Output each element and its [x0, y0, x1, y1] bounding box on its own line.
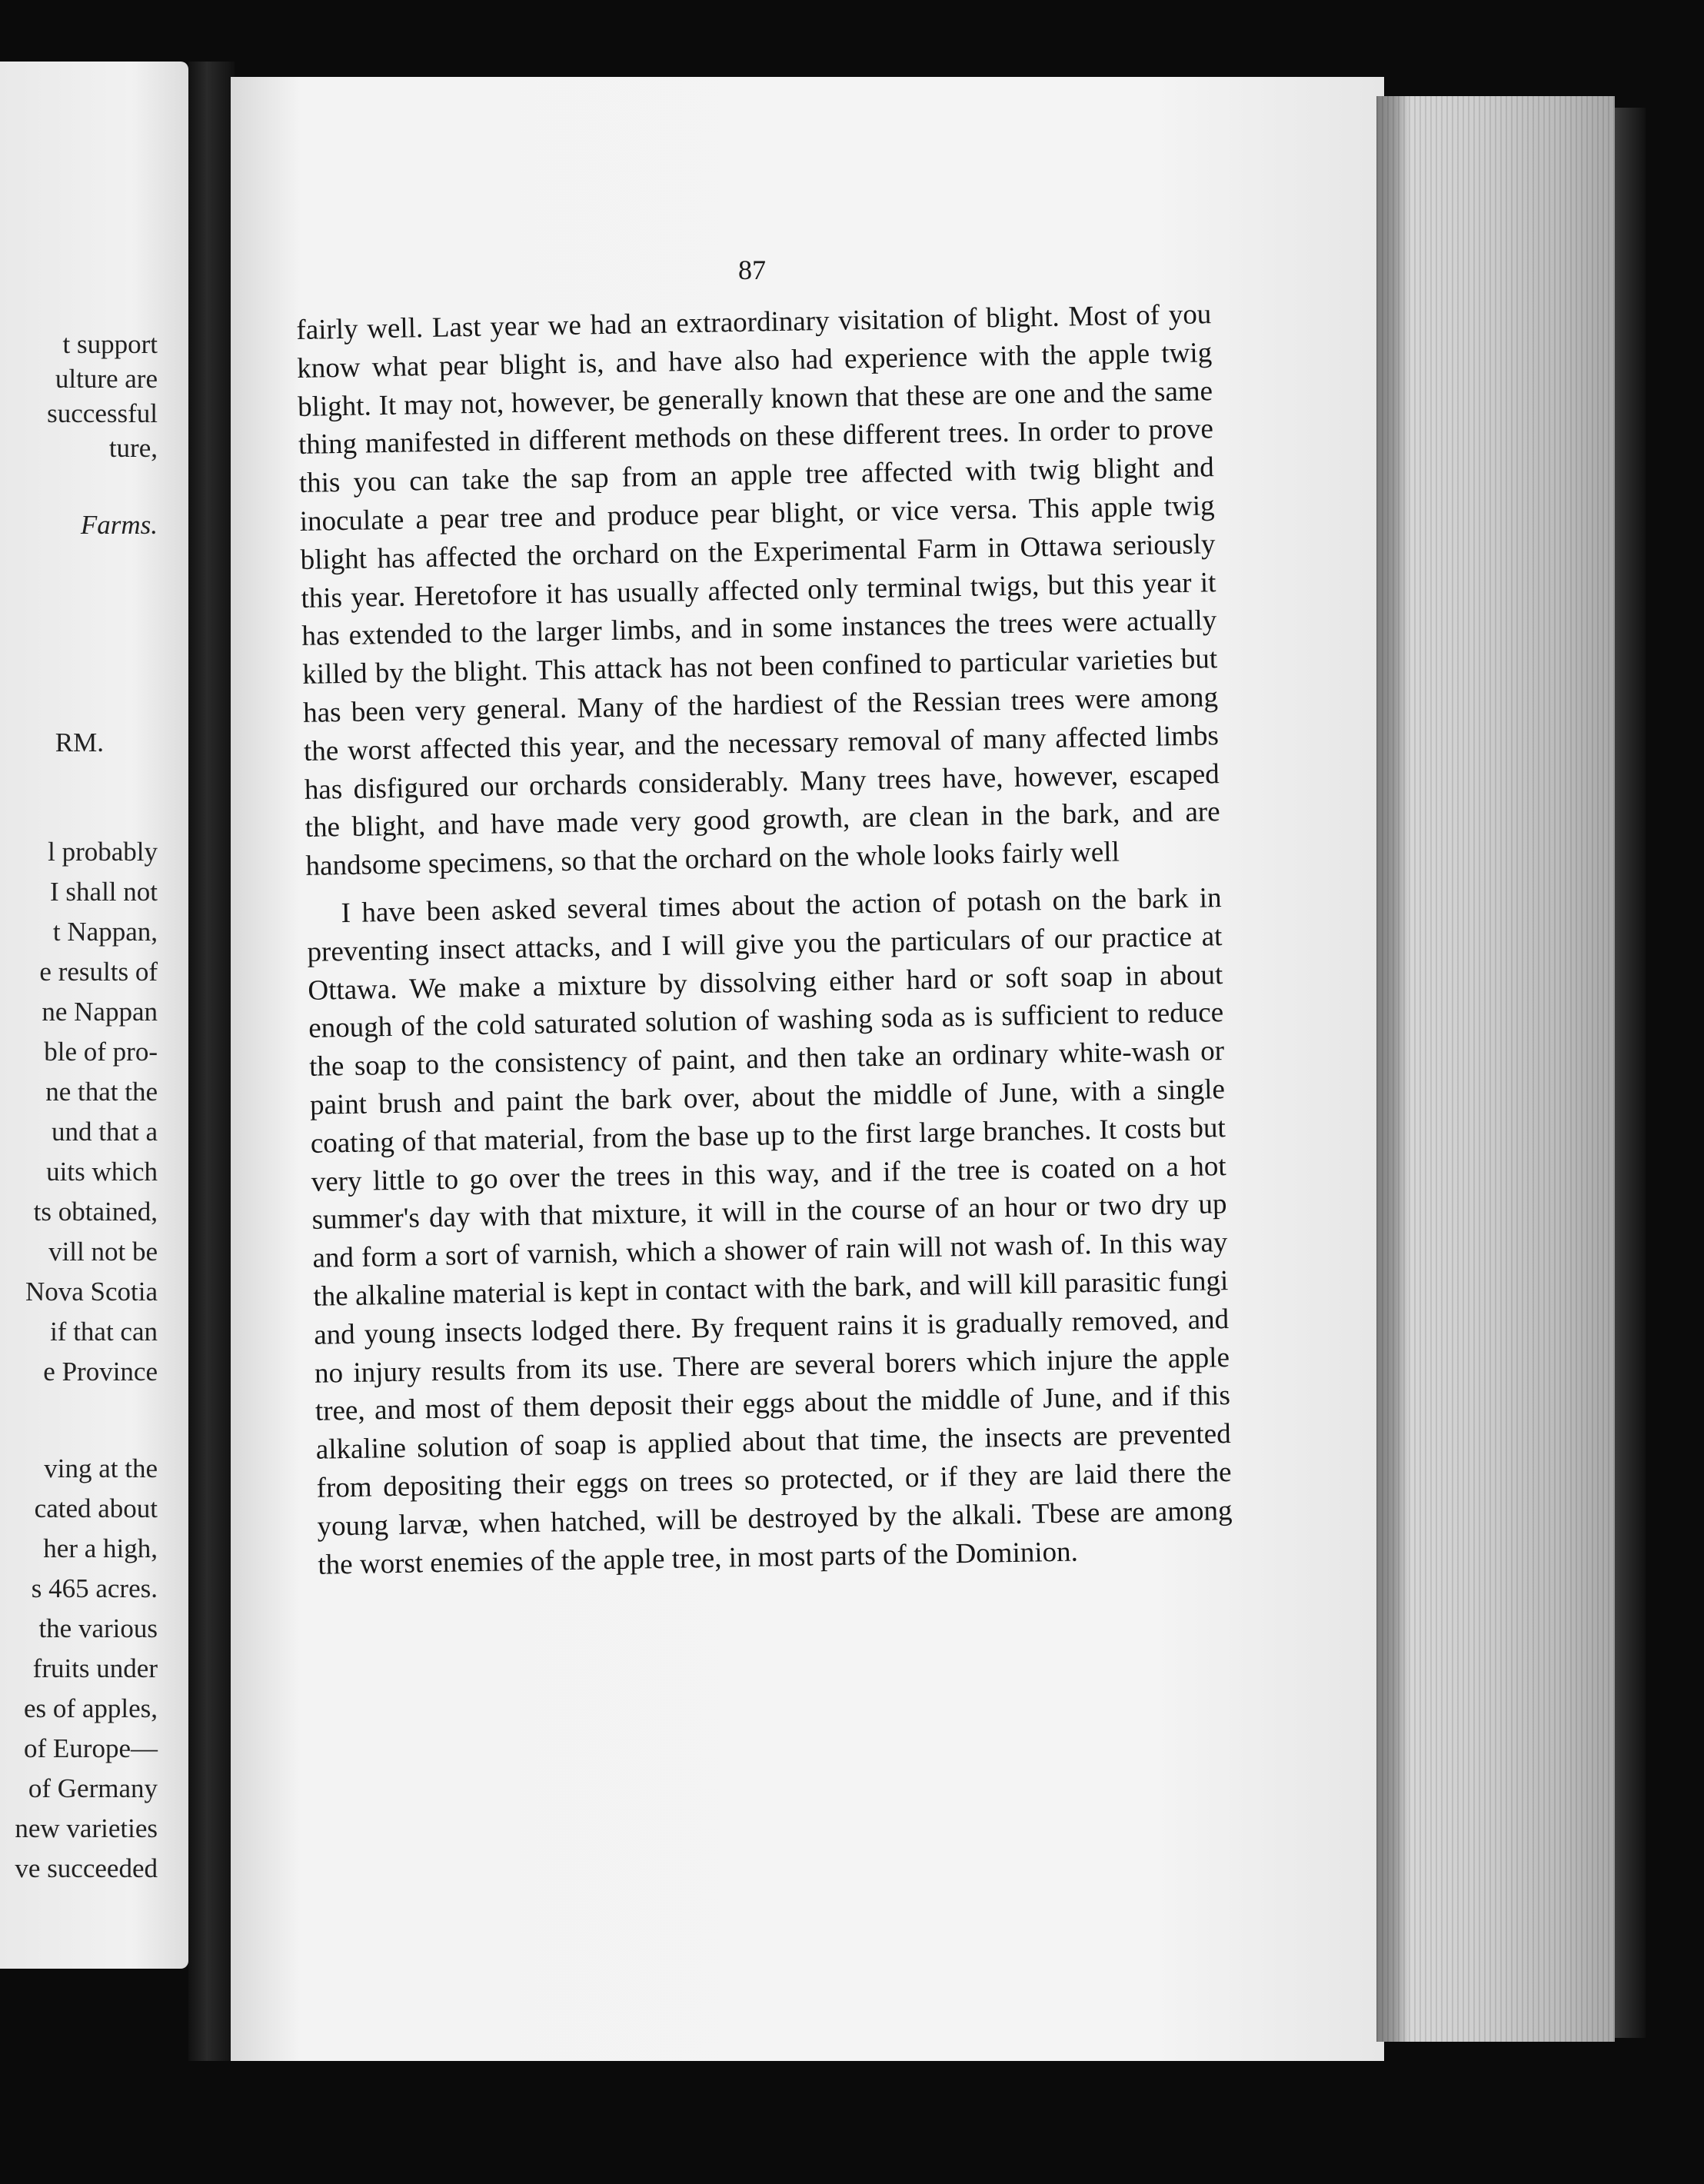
- left-line: es of apples,: [24, 1693, 158, 1723]
- left-line: the various: [38, 1613, 158, 1643]
- left-line: Nova Scotia: [25, 1277, 158, 1307]
- book-gutter-shadow: [188, 62, 235, 2061]
- left-line: if that can: [50, 1317, 158, 1347]
- left-line: ne Nappan: [42, 997, 158, 1027]
- left-line: e Province: [43, 1357, 158, 1387]
- left-line: I shall not: [50, 877, 158, 907]
- left-line: successful: [47, 398, 158, 428]
- left-line: ve succeeded: [15, 1853, 158, 1883]
- paragraph-blight: fairly well. Last year we had an extraordinary visitation of blight. Most of you know what pear blight is, and have also had experience with the apple twig blight. It may not, however, be generally known that these are one and the same thing manifested in different methods on these different trees. In order to prove this you can take the sap from an apple tree affected with twig blight and inoculate a pear tree and produce pear blight, or vice versa. This apple twig blight has affected the orchard on the Experimental Farm in Ottawa seriously this year. Heretofore it has usually affected only terminal twigs, but this year it has extended to the larger limbs, and in some instances the trees were actually killed by the blight. This attack has not been confined to particular varieties but has been very general. Many of the hardiest of the Ressian trees were among the worst affected this year, and the necessary removal of many affected limbs has disfigured our orchards considerably. Many trees have, however, escaped the blight, and have made very good growth, are clean in the bark, and are handsome specimens, so that the orchard on the whole looks fairly well: [296, 298, 1220, 883]
- page-body-text: [296, 295, 1233, 1584]
- left-line: ble of pro-: [44, 1037, 158, 1067]
- left-line: cated about: [34, 1493, 158, 1523]
- left-line: ne that the: [45, 1077, 158, 1107]
- left-line: e results of: [39, 957, 158, 987]
- paragraph-potash: I have been asked several times about the action of potash on the bark in preventing insect attacks, and I will give you the particulars of our practice at Ottawa. We make a mixture by dissolving either hard or soft soap in about enough of the cold saturated solution of washing soda as is sufficient to reduce the soap to the consistency of paint, and then take an ordinary white-wash or paint brush and paint the bark over, about the middle of June, with a single coating of that material, from the base up to the first large branches. It costs but very little to go over the trees in this way, and if the tree is coated on a hot summer's day with that mixture, it will in the course of an hour or two dry up and form a sort of varnish, which a shower of rain will not wash of. In this way the alkaline material is kept in contact with the bark, and will kill parasitic fungi and young insects lodged there. By frequent rains it is gradually removed, and no injury results from its use. There are several borers which injure the apple tree, and most of them deposit their eggs about the middle of June, and if this alkaline solution of soap is applied about that time, the insects are prevented from depositing their eggs on trees so protected, or if they are laid there the young larvæ, when hatched, will be destroyed by the alkali. Tbese are among the worst enemies of the apple tree, in most parts of the Dominion.: [307, 882, 1233, 1581]
- left-line: her a high,: [43, 1533, 158, 1563]
- left-line: ving at the: [44, 1453, 158, 1483]
- left-line: of Germany: [28, 1773, 158, 1803]
- left-line: fruits under: [32, 1653, 158, 1683]
- left-line: und that a: [51, 1117, 158, 1147]
- left-line: l probably: [48, 837, 158, 867]
- page-edges-stack: [1376, 96, 1615, 2042]
- left-line: t Nappan,: [52, 917, 158, 947]
- book-cover-edge: [1615, 108, 1646, 2038]
- left-line: ts obtained,: [33, 1197, 158, 1227]
- left-line: ture,: [108, 433, 158, 463]
- left-line: vill not be: [48, 1237, 158, 1267]
- page-number: 87: [738, 255, 766, 285]
- left-line: of Europe—: [24, 1733, 158, 1763]
- previous-page-fragment: [0, 62, 188, 1969]
- left-line: ulture are: [55, 364, 158, 394]
- left-line: new varieties: [15, 1813, 158, 1843]
- left-line: t support: [62, 329, 158, 359]
- left-line: RM.: [55, 727, 104, 757]
- left-line: uits which: [46, 1157, 158, 1187]
- left-line: Farms.: [80, 510, 158, 540]
- left-line: s 465 acres.: [31, 1573, 158, 1603]
